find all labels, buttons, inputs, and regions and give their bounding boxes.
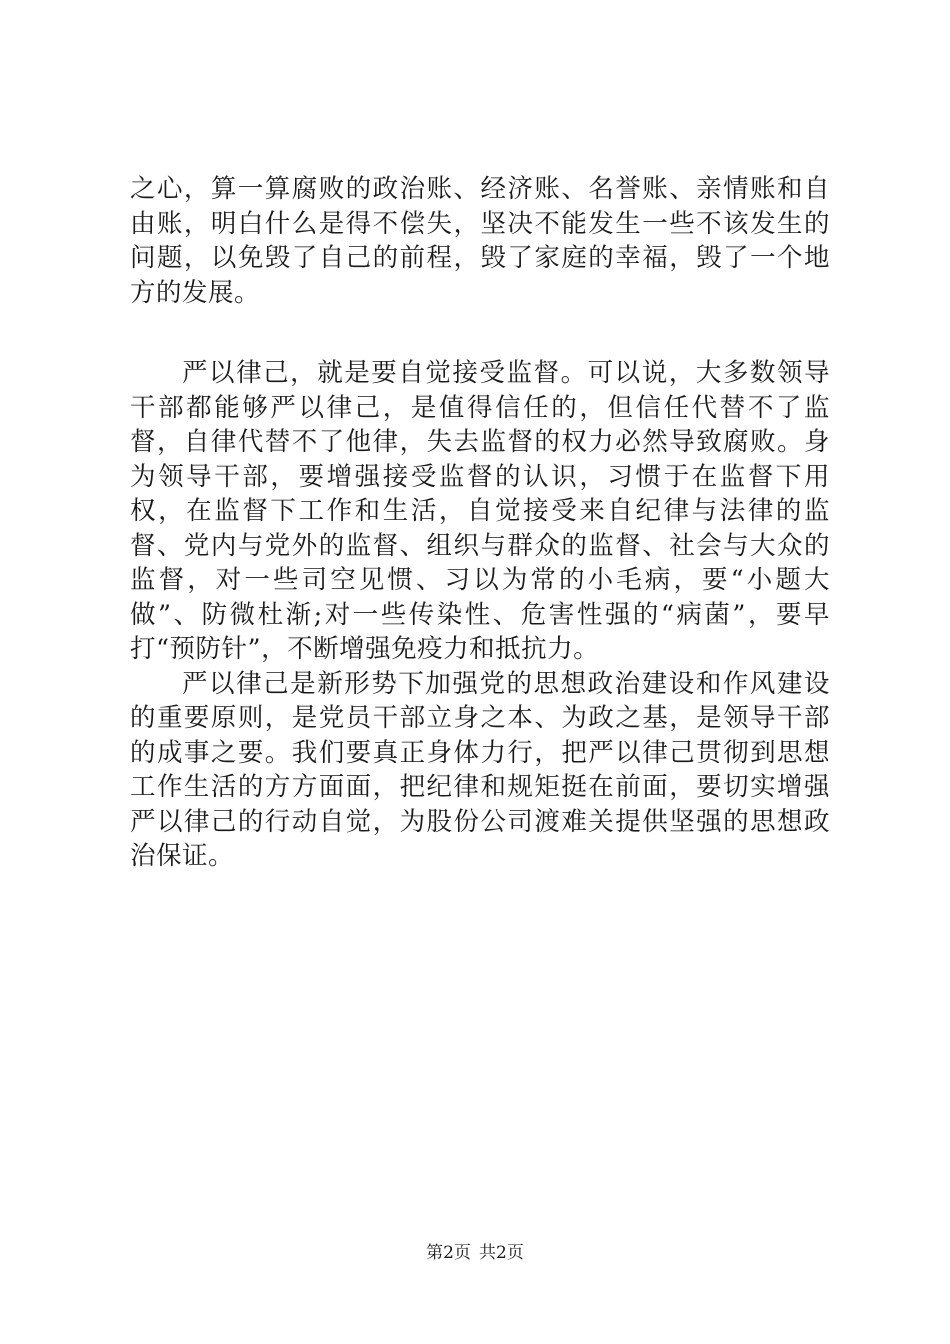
page-footer [0, 1242, 950, 1264]
paragraph-2: 严以律己，就是要自觉接受监督。可以说，大多数领导干部都能够严以律己，是值得信任的，但信任代替不了监督，自律代替不了他律，失去监督的权力必然导致腐败。身为领导干部，要增强接受监督的认识，习惯于在监督下用权，在监督下工作和生活，自觉接受来自纪律与法律的监督、党内与党外的监督、组织与群众的监督、社会与大众的监督，对一些司空见惯、习以为常的小毛病，要“小题大做”、防微杜渐;对一些传染性、危害性强的“病菌”，要早打“预防针”，不断增强免疫力和抵抗力。 [130, 358, 830, 664]
page-number-label: 第2页 [426, 1243, 471, 1263]
page-total-label: 共2页 [479, 1243, 524, 1263]
paragraph-3: 严以律己是新形势下加强党的思想政治建设和作风建设的重要原则，是党员干部立身之本、为政之基，是领导干部的成事之要。我们要真正身体力行，把严以律己贯彻到思想工作生活的方方面面，把纪律和规矩挺在前面，要切实增强严以律己的行动自觉，为股份公司渡难关提供坚强的思想政治保证。 [130, 668, 830, 871]
document-body [130, 172, 830, 874]
paragraph-1: 之心，算一算腐败的政治账、经济账、名誉账、亲情账和自由账，明白什么是得不偿失，坚决不能发生一些不该发生的问题，以免毁了自己的前程，毁了家庭的幸福，毁了一个地方的发展。 [130, 174, 830, 308]
paragraph-gap [130, 310, 830, 356]
